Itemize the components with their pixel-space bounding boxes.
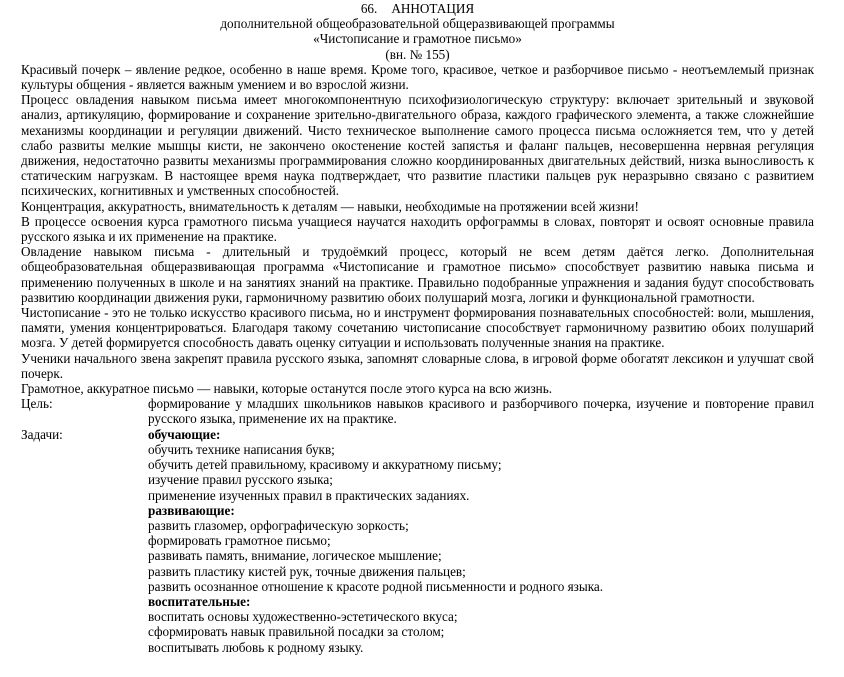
task-item: применение изученных правил в практических заданиях.: [148, 487, 470, 503]
annotation-title: АННОТАЦИЯ: [391, 1, 475, 16]
task-item: обучить детей правильному, красивому и аккуратному письму;: [148, 457, 502, 473]
goal-label: Цель:: [21, 396, 53, 412]
paragraph: Овладение навыком письма - длительный и трудоёмкий процесс, который не всем детям даётся легко. Дополнительная общеобразовательная общеразвивающая программа «Чистописание и грамотное письмо» способствует развитию навыка письма и применению полученных в школе и на занятиях знаний на практике. Правильно подобранные упражнения и задания будут способствовать развитию координации движения руки, гармоничному развитию обоих полушарий мозга, логики и функциональной грамотности.: [21, 244, 814, 305]
task-item: сформировать навык правильной посадки за столом;: [148, 624, 445, 640]
document-header: [21, 1, 814, 62]
task-item: развить глазомер, орфографическую зоркость;: [148, 517, 409, 533]
annotation-number: 66.: [360, 1, 378, 16]
task-item: развивать память, внимание, логическое мышление;: [148, 548, 442, 564]
paragraph: Красивый почерк – явление редкое, особенно в наше время. Кроме того, красивое, четкое и разборчивое письмо - неотъемлемый признак культуры общения - является важным умением и во взрослой жизни.: [21, 61, 814, 93]
paragraph: Чистописание - это не только искусство красивого письма, но и инструмент формирования познавательных способностей: воли, мышления, памяти, умения концентрироваться. Благодаря такому сочетанию чистописание способствует гармоничному развитию обоих полушарий мозга. У детей формируется способность давать оценку ситуации и использовать полученные знания на практике.: [21, 305, 814, 351]
tasks-group-heading: развивающие:: [148, 502, 235, 518]
paragraph: Грамотное, аккуратное письмо — навыки, которые останутся после этого курса на всю жизнь.: [21, 381, 553, 397]
task-item: воспитывать любовь к родному языку.: [148, 639, 364, 655]
paragraph: Ученики начального звена закрепят правила русского языка, запомнят словарные слова, в игровой форме обогатят лексикон и улучшат свой почерк.: [21, 350, 814, 381]
task-item: развить осознанное отношение к красоте родной письменности и родного языка.: [148, 578, 604, 594]
tasks-group-heading: воспитательные:: [148, 593, 251, 609]
tasks-group-heading: обучающие:: [148, 426, 221, 442]
paragraph: В процессе освоения курса грамотного письма учащиеся научатся находить орфограммы в словах, повторят и освоят основные правила русского языка и их применение на практике.: [21, 213, 814, 245]
task-item: изучение правил русского языка;: [148, 472, 333, 488]
task-item: формировать грамотное письмо;: [148, 533, 331, 549]
paragraph: Концентрация, аккуратность, внимательность к деталям — навыки, необходимые на протяжении всей жизни!: [21, 198, 639, 214]
goal-text: формирование у младших школьников навыков красивого и разборчивого почерка, изучение и повторение правил русского языка, применение их на практике.: [148, 396, 814, 427]
header-title-line: [21, 1, 814, 16]
program-type: дополнительной общеобразовательной общеразвивающей программы: [220, 16, 615, 32]
program-name: «Чистописание и грамотное письмо»: [313, 31, 522, 47]
goal-row: [21, 396, 814, 426]
paragraph: Процесс овладения навыком письма имеет многокомпонентную психофизиологическую структуру: включает зрительный и звуковой анализ, артикуляцию, формирование и сохранение зрительно-двигательного образа, каждого графического элемента, а также сложнейшие механизмы координации и регуляции движений. Чисто техническое выполнение самого процесса письма осложняется тем, что у детей слабо развиты мелкие мышцы кисти, не закончено окостенение костей запястья и фаланг пальцев, несовершенна нервная регуляция движения, недостаточно развиты механизмы программирования сложно координированных двигательных действий, низка выносливость к статическим нагрузкам. В настоящее время наука подтверждает, что развитие пластики пальцев рук неразрывно связано с развитием психических, когнитивных и умственных способностей.: [21, 92, 814, 199]
task-item: воспитать основы художественно-эстетического вкуса;: [148, 609, 458, 625]
task-item: обучить технике написания букв;: [148, 441, 335, 457]
tasks-label: Задачи:: [21, 426, 63, 442]
tasks-row: [21, 427, 814, 442]
program-internal-number: (вн. № 155): [385, 46, 450, 62]
task-item: развить пластику кистей рук, точные движения пальцев;: [148, 563, 466, 579]
